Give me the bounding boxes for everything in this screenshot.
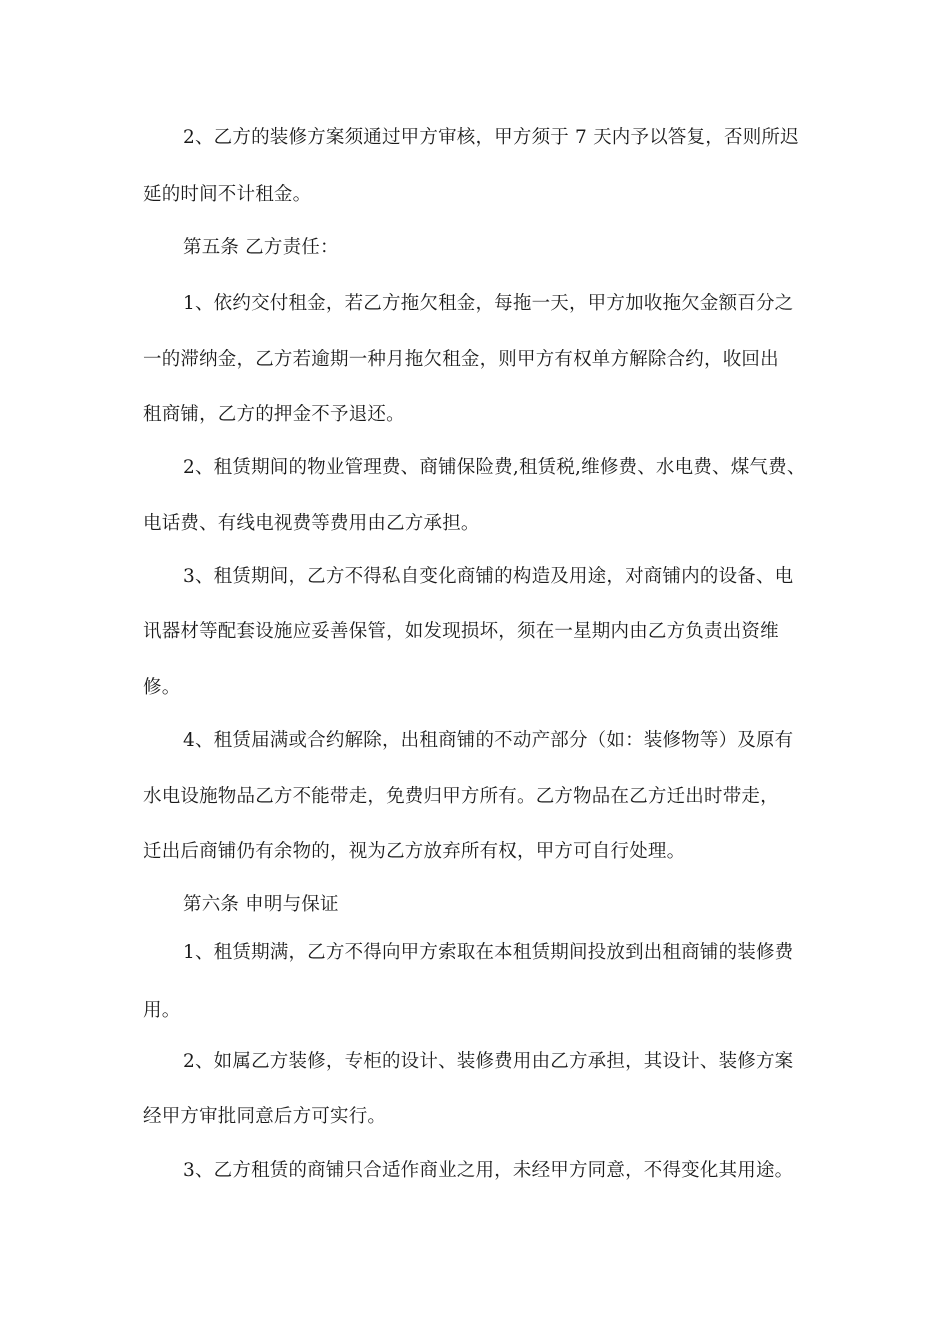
clause-5-item-4-line-3: 迁出后商铺仍有余物的，视为乙方放弃所有权，甲方可自行处理。 xyxy=(143,841,686,862)
clause-5-heading: 第五条 乙方责任： xyxy=(183,237,339,258)
clause-5-item-4-line-1: 4、租赁届满或合约解除，出租商铺的不动产部分（如：装修物等）及原有 xyxy=(183,730,794,751)
clause-5-item-2-line-2: 电话费、有线电视费等费用由乙方承担。 xyxy=(143,513,480,534)
clause-6-item-1-line-2: 用。 xyxy=(143,1000,181,1021)
clause-5-item-2-line-1: 2、租赁期间的物业管理费、商铺保险费,租赁税,维修费、水电费、煤气费、 xyxy=(183,457,806,478)
clause-4-item-2-line-2: 延的时间不计租金。 xyxy=(143,184,312,205)
clause-6-heading: 第六条 申明与保证 xyxy=(183,894,339,915)
clause-5-item-1-line-1: 1、依约交付租金，若乙方拖欠租金，每拖一天，甲方加收拖欠金额百分之 xyxy=(183,293,794,314)
clause-6-item-2-line-2: 经甲方审批同意后方可实行。 xyxy=(143,1106,387,1127)
clause-4-item-2-line-1: 2、乙方的装修方案须通过甲方审核，甲方须于 7 天内予以答复，否则所迟 xyxy=(183,127,799,148)
clause-5-item-1-line-3: 租商铺，乙方的押金不予退还。 xyxy=(143,404,405,425)
clause-5-item-1-line-2: 一的滞纳金，乙方若逾期一种月拖欠租金，则甲方有权单方解除合约，收回出 xyxy=(143,349,779,370)
clause-5-item-3-line-1: 3、租赁期间，乙方不得私自变化商铺的构造及用途，对商铺内的设备、电 xyxy=(183,566,794,587)
clause-5-item-3-line-3: 修。 xyxy=(143,677,181,698)
clause-5-item-4-line-2: 水电设施物品乙方不能带走，免费归甲方所有。乙方物品在乙方迁出时带走， xyxy=(143,786,779,807)
clause-6-item-3-line-1: 3、乙方租赁的商铺只合适作商业之用，未经甲方同意，不得变化其用途。 xyxy=(183,1160,794,1181)
clause-6-item-1-line-1: 1、租赁期满，乙方不得向甲方索取在本租赁期间投放到出租商铺的装修费 xyxy=(183,942,794,963)
clause-5-item-3-line-2: 讯器材等配套设施应妥善保管，如发现损坏，须在一星期内由乙方负责出资维 xyxy=(143,621,779,642)
clause-6-item-2-line-1: 2、如属乙方装修，专柜的设计、装修费用由乙方承担，其设计、装修方案 xyxy=(183,1051,794,1072)
